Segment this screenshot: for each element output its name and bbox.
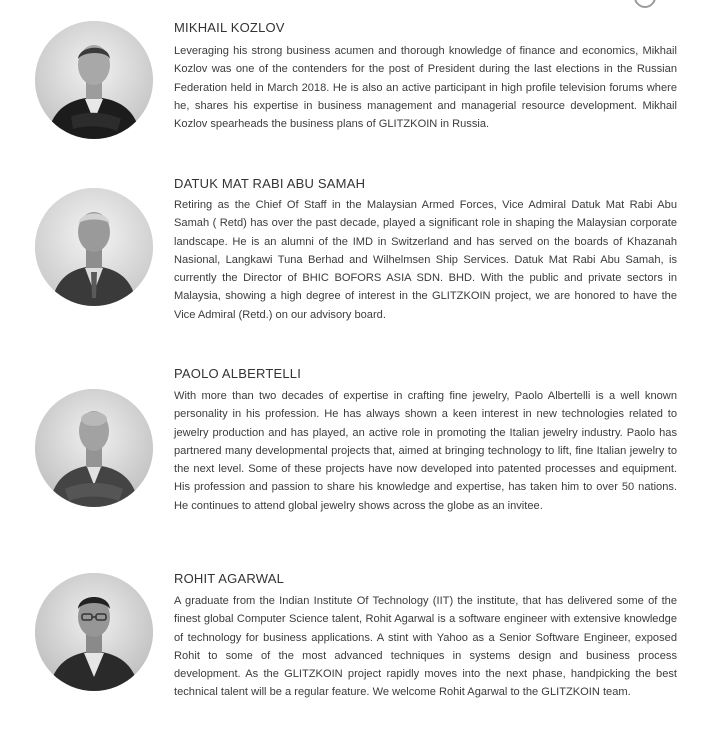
portrait-kozlov-icon — [35, 21, 153, 139]
portrait-abu-samah-icon — [35, 188, 153, 306]
advisor-bio: With more than two decades of expertise in crafting fine jewelry, Paolo Albertelli is a well known personality in his profession. He has always shown a keen interest in new technologies related to jewelry production and has played, an active role in promoting the Italian jewelry industry. Paolo has partnered many developmental projects that, aimed at bringing technology to lift, fine Italian jewelry to the next level. Some of these projects have now developed into patented processes and equipment. His profession and passion to share his knowledge and expertise, has taken him to over 50 nations. He continues to attend global jewelry shows across the globe as an invitee. — [174, 390, 677, 512]
portrait-agarwal-icon — [35, 573, 153, 691]
advisor-bio: A graduate from the Indian Institute Of Technology (IIT) the institute, that has delivered some of the finest global Computer Science talent, Rohit Agarwal is a software engineer with extensive knowledge of technology for business applications. A stint with Yahoo as a Senior Software Engineer, exposed Rohit to some of the most advanced techniques in systems design and business process development. As the GLITZKOIN project rapidly moves into the next phase, handpicking the best technical talent will be a regular feature. We welcome Rohit Agarwal to the GLITZKOIN team. — [174, 595, 677, 699]
advisor-name: PAOLO ALBERTELLI — [174, 366, 302, 381]
portrait-albertelli-icon — [35, 389, 153, 507]
corner-decoration — [629, 0, 660, 13]
advisor-bio: Leveraging his strong business acumen and thorough knowledge of finance and economics, Mikhail Kozlov was one of the contenders for the post of President during the last elections in the Russian Federation held in March 2018. He is also an active participant in high profile television forums where he, shares his expertise in business management and managerial resource development. Mikhail Kozlov spearheads the business plans of GLITZKOIN in Russia. — [174, 45, 677, 131]
advisor-name: ROHIT AGARWAL — [174, 571, 284, 586]
advisor-name: MIKHAIL KOZLOV — [174, 20, 285, 35]
advisor-bio: Retiring as the Chief Of Staff in the Malaysian Armed Forces, Vice Admiral Datuk Mat Rabi Abu Samah ( Retd) has over the past decade, played a significant role in shaping the Malaysian corporate landscape. He is an alumni of the IMD in Switzerland and has served on the boards of Khazanah Nasional, Langkawi Tuna Berhad and Wilhelmsen Ship Services. Datuk Mat Rabi Abu Samah, is currently the Director of BHIC BOFORS ASIA SDN. BHD. With the public and private sectors in Malaysia, showing a high degree of interest in the GLITZKOIN project, we are honored to have the Vice Admiral (Retd.) on our advisory board. — [174, 199, 677, 321]
advisor-name: DATUK MAT RABI ABU SAMAH — [174, 176, 366, 191]
